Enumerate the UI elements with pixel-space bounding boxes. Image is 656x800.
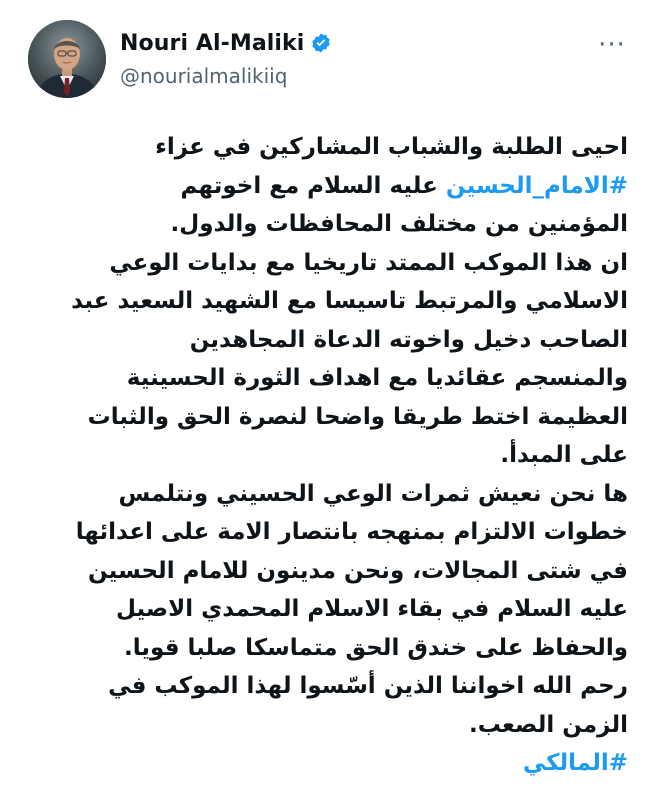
more-horizontal-icon: ··· xyxy=(598,30,626,60)
tweet-line-text: عليه السلام مع اخوتهم xyxy=(180,172,446,199)
hashtag-link[interactable]: #المالكي xyxy=(522,750,628,776)
tweet-line: عليه السلام في بقاء الاسلام المحمدي الاصيل xyxy=(115,596,628,622)
more-options-button[interactable] xyxy=(592,30,632,60)
tweet-line xyxy=(28,744,628,783)
tweet-line: والمنسجم عقائديا مع اهداف الثورة الحسينية xyxy=(126,365,628,391)
hashtag-link[interactable]: #الامام_الحسين xyxy=(445,172,628,199)
tweet-line: ان هذا الموكب الممتد تاريخيا مع بدايات الوعي xyxy=(109,249,628,276)
avatar[interactable] xyxy=(28,20,106,98)
tweet-line: والحفاظ على خندق الحق متماسكا صلبا قويا. xyxy=(124,634,628,661)
tweet-line: على المبدأ. xyxy=(500,442,628,468)
tweet-line: ها نحن نعيش ثمرات الوعي الحسيني ونتلمس xyxy=(118,480,628,507)
display-name[interactable]: Nouri Al-Maliki xyxy=(120,30,305,56)
tweet-line: خطوات الالتزام بمنهجه بانتصار الامة على اعدائها xyxy=(75,519,628,545)
tweet-line: في شتى المجالات، ونحن مدينون للامام الحسين xyxy=(87,557,628,584)
user-handle[interactable]: @nourialmalikiiq xyxy=(120,64,288,88)
tweet-header xyxy=(28,20,632,100)
tweet-line xyxy=(28,167,628,206)
tweet-line: الصاحب دخيل واخوته الدعاة المجاهدين xyxy=(189,326,628,353)
display-name-row xyxy=(120,28,332,58)
tweet-text xyxy=(28,128,628,783)
verified-badge-icon[interactable] xyxy=(310,32,332,54)
tweet-line: العظيمة اختط طريقا واضحا لنصرة الحق والثبات xyxy=(87,403,628,430)
tweet-line: الزمن الصعب. xyxy=(468,711,628,738)
tweet-line: المؤمنين من مختلف المحافظات والدول. xyxy=(170,211,628,237)
author-names xyxy=(120,28,332,88)
tweet-line: الاسلامي والمرتبط تاسيسا مع الشهيد السعيد عبد xyxy=(71,288,628,314)
tweet-line: احيى الطلبة والشباب المشاركين في عزاء xyxy=(155,134,628,160)
avatar-photo xyxy=(28,20,106,98)
tweet-line: رحم الله اخواننا الذين أسّسوا لهذا الموكب في xyxy=(108,673,628,699)
